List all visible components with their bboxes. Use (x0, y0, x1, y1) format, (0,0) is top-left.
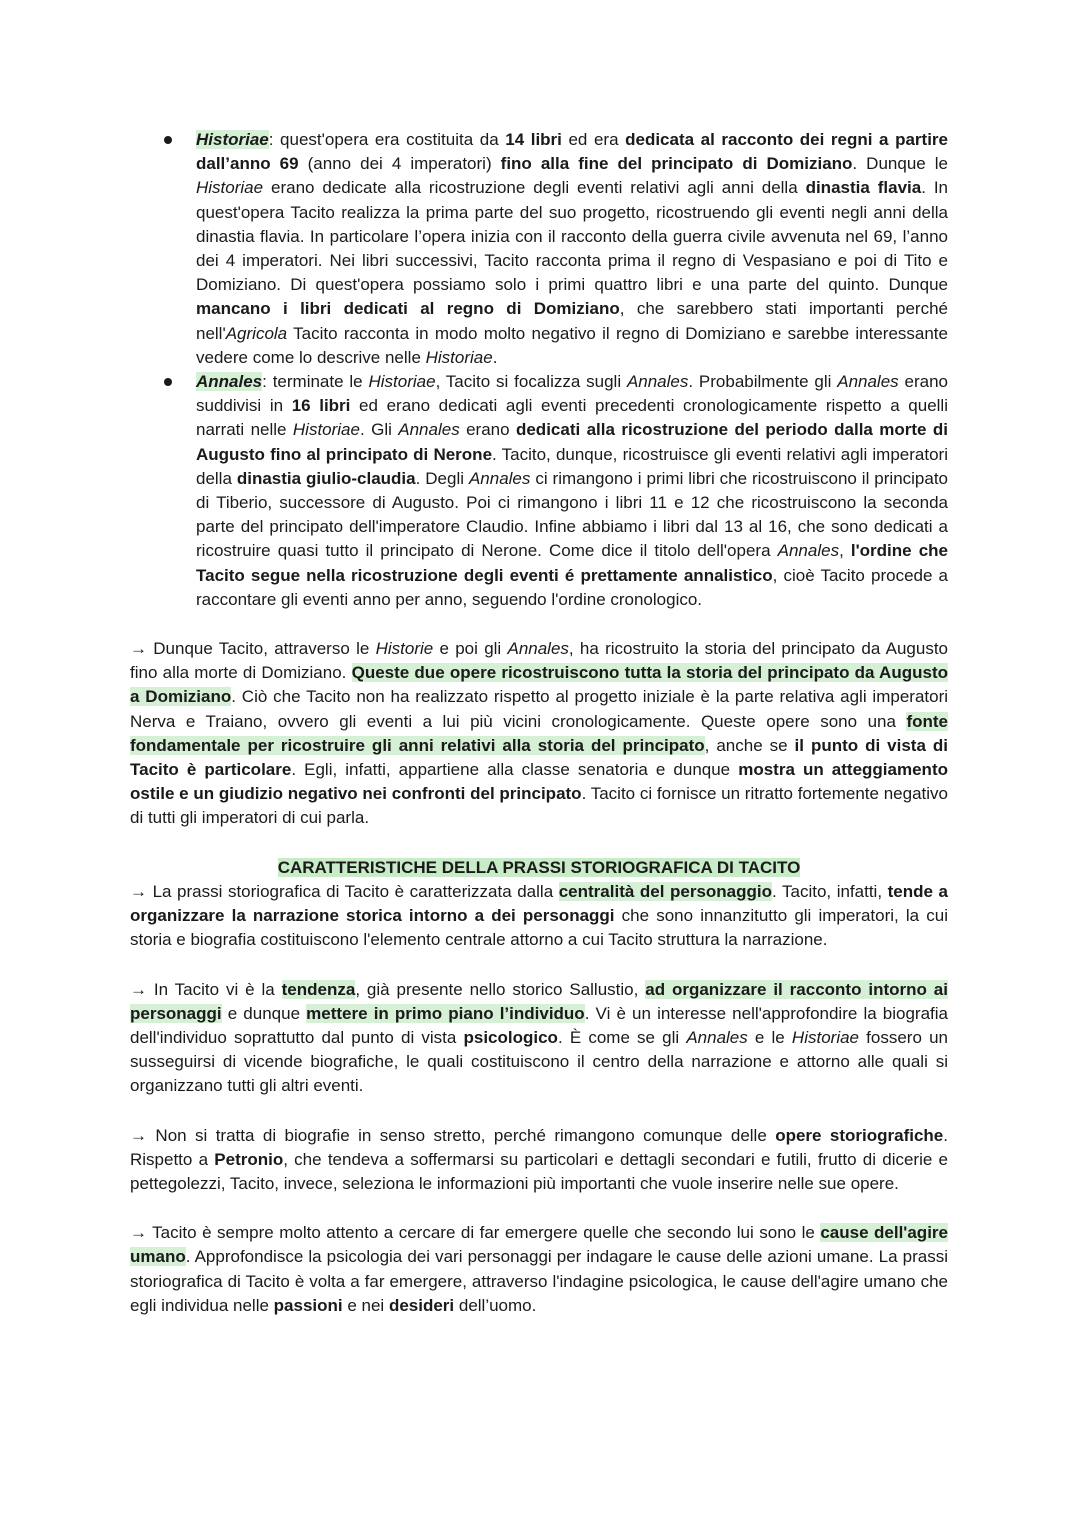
highlighted-text: Queste due opere ricostruiscono tutta la storia del principato da Augusto a Domiziano (130, 663, 948, 707)
text-run: e le (747, 1027, 792, 1047)
paragraph-centrality (130, 880, 948, 953)
highlighted-text: tendenza (281, 979, 356, 999)
text-run: . Dunque le (852, 154, 949, 174)
works-list (130, 128, 948, 612)
text-run: ed era (561, 130, 626, 149)
text-run: ci rimangono i primi libri che ricostruiscono il principato di Tiberio, successore di Augusto. Poi ci rimangono i libri 11 e 12 che ricostruiscono la seconda parte del principato dell'imperatore Claudio. Infine abbiamo i libri dal 13 al 16, che sono dedicati a ricostruire quasi tutto il principato di Nerone. Come dice il titolo dell'opera (196, 468, 949, 561)
italic-text: Annales (686, 1027, 748, 1047)
italic-text: Historiae (196, 178, 264, 198)
text-run: e poi gli (433, 639, 508, 659)
text-run: , già presente nello storico Sallustio, (355, 979, 646, 999)
text-run: . Gli (359, 420, 399, 440)
italic-text: Historiae (425, 347, 493, 367)
text-run: , ha ricostruito la storia del principato da Augusto fino alla morte di Domiziano. (130, 639, 949, 683)
text-run: . È come se gli (557, 1027, 687, 1047)
highlighted-title: Historiae (196, 130, 269, 149)
spacer (130, 953, 948, 978)
spacer (130, 831, 948, 856)
text-run: → In Tacito vi è la (130, 979, 282, 999)
bold-text: mostra un atteggiamento ostile e un giudizio negativo nei confronti del principato (130, 760, 948, 804)
text-run: . Vi è un interesse nell'approfondire la biografia dell'individuo soprattutto dal punto di vista (130, 1003, 949, 1047)
highlighted-text: fonte fondamentale per ricostruire gli anni relativi alla storia del principato (130, 711, 948, 755)
text-run: . Rispetto a (130, 1125, 949, 1169)
text-run: Tacito racconta in modo molto negativo il regno di Domiziano e sarebbe interessante vedere come lo descrive nelle (196, 323, 948, 367)
text-run: , cioè Tacito procede a raccontare gli eventi anno per anno, seguendo l'ordine cronologico. (196, 565, 948, 609)
paragraph-summary (130, 637, 948, 831)
text-run: dell’uomo. (454, 1295, 537, 1315)
text-run: e nei (342, 1295, 389, 1315)
text-run: . Tacito ci fornisce un ritratto fortemente negativo di tutti gli imperatori di cui parla. (130, 784, 948, 828)
paragraph-biographies (130, 1124, 948, 1197)
text-run: , (839, 541, 851, 561)
text-run: che sono innanzitutto gli imperatori, la cui storia e biografia costituiscono l'elemento centrale attorno a cui Tacito struttura la narrazione. (130, 906, 949, 950)
italic-text: Annales (626, 372, 689, 392)
text-run: erano suddivisi in (196, 372, 948, 416)
text-run: . Tacito, infatti, (772, 881, 888, 901)
text-run: . Approfondisce la psicologia dei vari personaggi per indagare le cause delle azioni umane. La prassi storiografica di Tacito è volta a far emergere, attraverso l'indagine psicologica, le cause dell'agire umano che egli individua nelle (130, 1247, 948, 1315)
highlighted-text: centralità del personaggio (558, 881, 773, 901)
bold-text: passioni (273, 1295, 343, 1315)
italic-text: Annales (507, 639, 569, 659)
text-run: . Degli (415, 468, 469, 488)
italic-text: Historiae (368, 372, 436, 392)
italic-text: Annales (398, 420, 460, 440)
text-run: → Non si tratta di biografie in senso stretto, perché rimangono comunque delle (130, 1125, 776, 1145)
text-run: : terminate le (262, 372, 369, 392)
text-run: . (492, 347, 498, 367)
list-item-annales (130, 370, 948, 612)
document-page (130, 128, 948, 1318)
text-run: erano (459, 420, 516, 440)
text-run: → Tacito è sempre molto attento a cercare di far emergere quelle che secondo lui sono le (130, 1223, 821, 1243)
italic-text: Agricola (225, 323, 288, 343)
section-heading: CARATTERISTICHE DELLA PRASSI STORIOGRAFICA DI TACITO (277, 857, 801, 877)
bold-text: dinastia flavia (805, 178, 922, 198)
bold-text: 14 libri (505, 130, 562, 149)
bold-text: l'ordine che Tacito segue nella ricostruzione degli eventi é prettamente annalistico (196, 541, 949, 585)
italic-text: Annales (777, 541, 840, 561)
spacer (130, 612, 948, 637)
spacer (130, 1099, 948, 1124)
highlighted-text: mettere in primo piano l’individuo (306, 1003, 585, 1023)
bold-text: desideri (388, 1295, 455, 1315)
italic-text: Historiae (791, 1027, 860, 1047)
section-heading-wrap (130, 856, 948, 880)
list-item-historiae (130, 128, 948, 370)
bold-text: psicologico (463, 1027, 558, 1047)
highlighted-title: Annales (196, 372, 263, 392)
text-run: e dunque (221, 1003, 307, 1023)
text-run: erano dedicate alla ricostruzione degli eventi relativi agli anni della (263, 178, 806, 198)
text-run: . Egli, infatti, appartiene alla classe senatoria e dunque (291, 760, 739, 780)
italic-text: Annales (837, 372, 899, 392)
text-run: . Tacito, dunque, ricostruisce gli eventi relativi agli imperatori della (196, 444, 948, 488)
italic-text: Historie (375, 639, 434, 659)
highlighted-text: ad organizzare il racconto intorno ai personaggi (130, 979, 948, 1023)
paragraph-individual (130, 978, 948, 1099)
text-run: , anche se (704, 735, 795, 755)
text-run: , che sarebbero stati importanti perché nell' (196, 299, 949, 343)
text-run: fossero un susseguirsi di vicende biografiche, le quali costituiscono il centro della narrazione e attorno alle quali si organizzano tutti gli altri eventi. (130, 1027, 948, 1096)
text-run: . In quest'opera Tacito realizza la prima parte del suo progetto, ricostruendo gli eventi negli anni della dinastia flavia. In particolare l’opera inizia con il racconto della guerra civile avvenuta nel 69, l’anno dei 4 imperatori. Nei libri successivi, Tacito racconta prima il regno di Vespasiano e poi di Tito e Domiziano. Di quest'opera possiamo solo i primi quattro libri e una parte del quinto. Dunque (196, 178, 949, 295)
bold-text: Petronio (214, 1149, 284, 1169)
bold-text: dedicati alla ricostruzione del periodo dalla morte di Augusto fino al principato di Nerone (196, 420, 948, 464)
text-run: ed erano dedicati agli eventi precedenti cronologicamente rispetto a quelli narrati nelle (196, 396, 948, 440)
spacer (130, 1196, 948, 1221)
bold-text: mancano i libri dedicati al regno di Domiziano (196, 299, 620, 319)
bold-text: fino alla fine del principato di Domiziano (500, 154, 853, 174)
text-run: → Dunque Tacito, attraverso le (130, 639, 376, 659)
paragraph-causes (130, 1221, 948, 1318)
text-run: , Tacito si focalizza sugli (435, 372, 627, 392)
bold-text: il punto di vista di Tacito è particolare (130, 735, 948, 780)
text-run: → La prassi storiografica di Tacito è caratterizzata dalla (130, 881, 559, 901)
text-run: (anno dei 4 imperatori) (298, 154, 501, 174)
text-run: . Probabilmente gli (688, 372, 838, 392)
bold-text: tende a organizzare la narrazione storica intorno a dei personaggi (130, 881, 948, 926)
bold-text: 16 libri (291, 396, 351, 416)
italic-text: Historiae (292, 420, 360, 440)
bold-text: opere storiografiche (775, 1125, 944, 1145)
bold-text: dinastia giulio-claudia (236, 468, 416, 488)
text-run: . Ciò che Tacito non ha realizzato rispetto al progetto iniziale è la parte relativa agli imperatori Nerva e Traiano, ovvero gli eventi a lui più vicini cronologicamente. Queste opere sono una (130, 687, 949, 731)
text-run: , che tendeva a soffermarsi su particolari e dettagli secondari e futili, frutto di dicerie e pettegolezzi, Tacito, invece, seleziona le informazioni più importanti che vuole inserire nelle sue opere. (130, 1149, 949, 1193)
bold-text: dedicata al racconto dei regni a partire dall’anno 69 (196, 130, 948, 174)
highlighted-text: cause dell'agire umano (130, 1223, 948, 1267)
italic-text: Annales (468, 468, 531, 488)
text-run: : quest'opera era costituita da (268, 130, 506, 149)
